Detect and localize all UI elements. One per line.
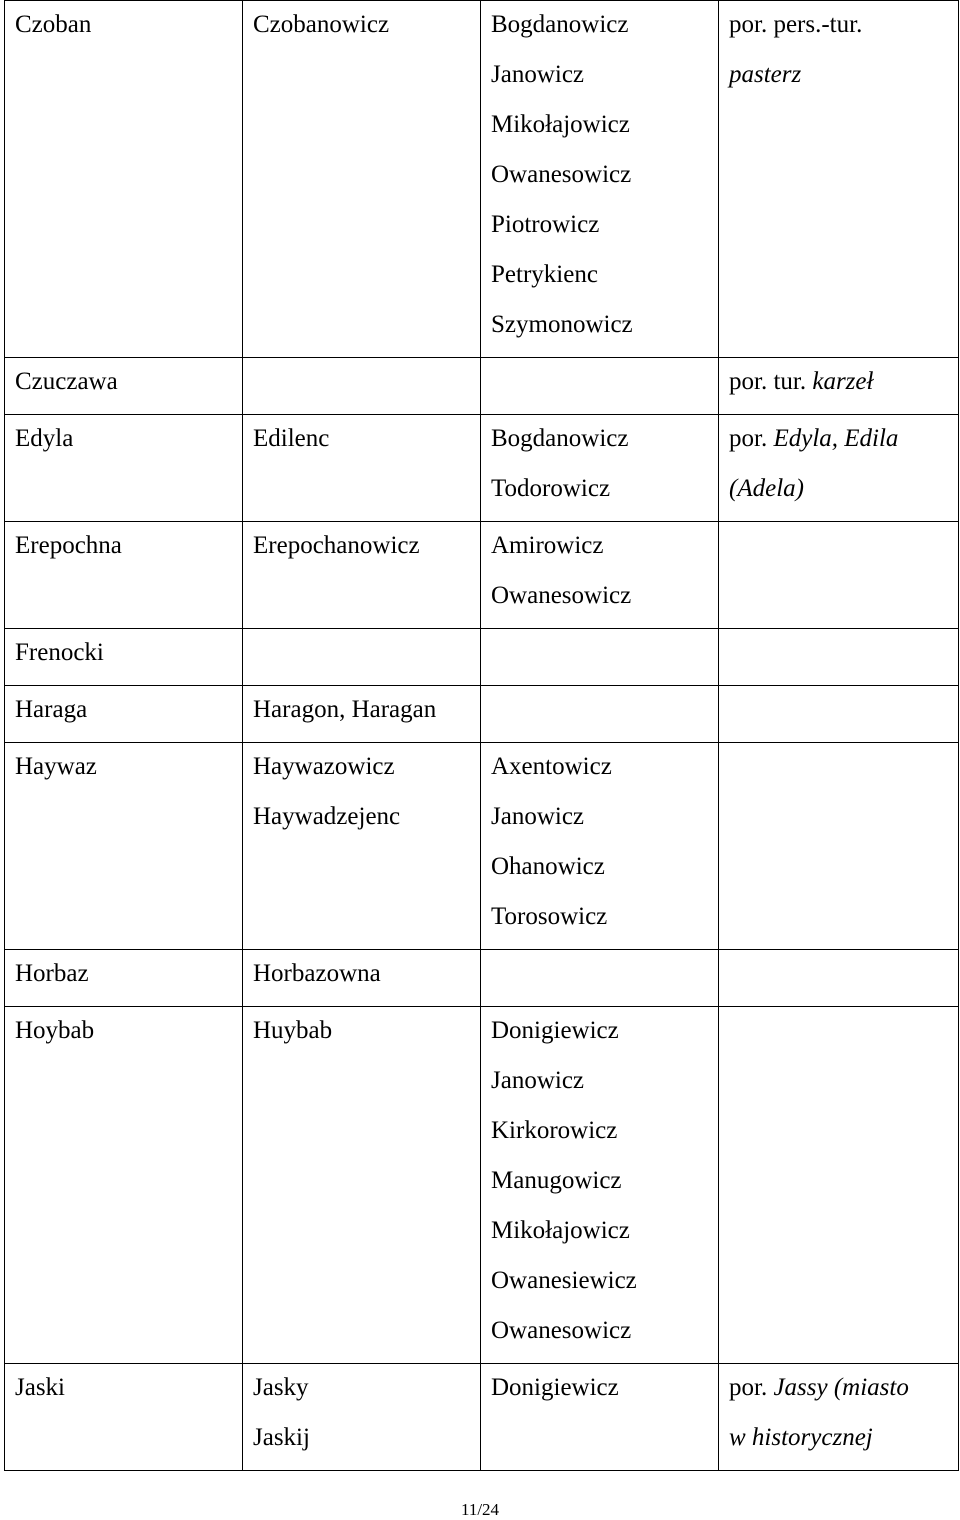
surname-base: Erepochna <box>15 532 122 559</box>
derived-form: Jasky <box>253 1374 309 1401</box>
patronymic: Owanesowicz <box>491 1317 632 1344</box>
cell-patronymics <box>481 522 719 629</box>
surname-base: Czoban <box>15 11 92 38</box>
cell-etymology <box>719 629 959 686</box>
cell-derived <box>243 629 481 686</box>
etymology-text: por. tur. <box>729 368 813 395</box>
cell-etymology <box>719 415 959 522</box>
derived-form: Haragon, Haragan <box>253 696 437 723</box>
patronymic: Donigiewicz <box>491 1017 619 1044</box>
patronymic: Manugowicz <box>491 1167 622 1194</box>
derived-form: Czobanowicz <box>253 11 390 38</box>
patronymic: Mikołajowicz <box>491 1217 630 1244</box>
etymology-line <box>729 421 958 471</box>
cell-derived <box>243 358 481 415</box>
patronymic: Ohanowicz <box>491 853 605 880</box>
cell-name <box>5 522 243 629</box>
cell-name <box>5 415 243 522</box>
table-row <box>5 358 959 415</box>
cell-derived <box>243 686 481 743</box>
table-row <box>5 629 959 686</box>
cell-etymology <box>719 1 959 358</box>
cell-etymology <box>719 1007 959 1364</box>
cell-patronymics <box>481 415 719 522</box>
cell-patronymics <box>481 1364 719 1471</box>
cell-etymology <box>719 950 959 1007</box>
patronymic: Todorowicz <box>491 475 611 502</box>
table-row <box>5 950 959 1007</box>
etymology-line <box>729 364 958 414</box>
patronymic: Janowicz <box>491 803 585 830</box>
derived-form: Edilenc <box>253 425 330 452</box>
cell-name <box>5 1 243 358</box>
etymology-italic: Edyla, Edila <box>773 425 899 452</box>
surname-base: Jaski <box>15 1374 65 1401</box>
etymology-italic: w historycznej <box>729 1424 873 1451</box>
surname-base: Hoybab <box>15 1017 95 1044</box>
etymology-line <box>729 1370 958 1420</box>
cell-derived <box>243 743 481 950</box>
cell-patronymics <box>481 743 719 950</box>
patronymic: Kirkorowicz <box>491 1117 618 1144</box>
cell-derived <box>243 1007 481 1364</box>
cell-derived <box>243 1364 481 1471</box>
patronymic: Bogdanowicz <box>491 11 629 38</box>
cell-derived <box>243 415 481 522</box>
surname-base: Horbaz <box>15 960 89 987</box>
patronymic: Mikołajowicz <box>491 111 630 138</box>
etymology-italic: Jassy (miasto <box>773 1374 909 1401</box>
patronymic: Szymonowicz <box>491 311 633 338</box>
patronymic: Piotrowicz <box>491 211 600 238</box>
patronymic: Janowicz <box>491 1067 585 1094</box>
patronymic: Owanesowicz <box>491 161 632 188</box>
etymology-line <box>729 1420 958 1470</box>
table-row <box>5 522 959 629</box>
etymology-italic: karzeł <box>812 368 874 395</box>
etymology-text: por. pers.-tur. <box>729 11 863 38</box>
surname-base: Czuczawa <box>15 368 118 395</box>
patronymic: Torosowicz <box>491 903 608 930</box>
cell-name <box>5 743 243 950</box>
derived-form: Horbazowna <box>253 960 381 987</box>
table-row <box>5 1364 959 1471</box>
etymology-line <box>729 7 958 57</box>
patronymic: Donigiewicz <box>491 1374 619 1401</box>
patronymic: Janowicz <box>491 61 585 88</box>
cell-etymology <box>719 1364 959 1471</box>
patronymic: Amirowicz <box>491 532 604 559</box>
surname-base: Edyla <box>15 425 74 452</box>
etymology-italic: pasterz <box>729 61 802 88</box>
cell-name <box>5 950 243 1007</box>
etymology-line <box>729 57 958 107</box>
cell-derived <box>243 950 481 1007</box>
etymology-italic: (Adela) <box>729 475 804 502</box>
cell-name <box>5 629 243 686</box>
cell-name <box>5 1364 243 1471</box>
page-number: 11/24 <box>460 1500 500 1519</box>
etymology-line <box>729 471 958 521</box>
cell-patronymics <box>481 686 719 743</box>
cell-patronymics <box>481 629 719 686</box>
table-row <box>5 415 959 522</box>
table-row <box>5 1007 959 1364</box>
patronymic: Owanesowicz <box>491 582 632 609</box>
table-row <box>5 686 959 743</box>
cell-derived <box>243 1 481 358</box>
surname-base: Haraga <box>15 696 88 723</box>
cell-etymology <box>719 522 959 629</box>
surname-table-body <box>5 1 959 1471</box>
cell-patronymics <box>481 950 719 1007</box>
table-row <box>5 743 959 950</box>
surname-table <box>4 0 959 1471</box>
patronymic: Owanesiewicz <box>491 1267 637 1294</box>
cell-name <box>5 1007 243 1364</box>
etymology-text: por. <box>729 425 774 452</box>
cell-name <box>5 358 243 415</box>
surname-base: Frenocki <box>15 639 104 666</box>
cell-etymology <box>719 686 959 743</box>
table-row <box>5 1 959 358</box>
derived-form: Haywazowicz <box>253 753 395 780</box>
cell-name <box>5 686 243 743</box>
surname-base: Haywaz <box>15 753 97 780</box>
cell-etymology <box>719 358 959 415</box>
etymology-text: por. <box>729 1374 774 1401</box>
derived-form: Jaskij <box>253 1424 310 1451</box>
derived-form: Erepochanowicz <box>253 532 420 559</box>
cell-patronymics <box>481 358 719 415</box>
patronymic: Bogdanowicz <box>491 425 629 452</box>
derived-form: Huybab <box>253 1017 333 1044</box>
cell-patronymics <box>481 1007 719 1364</box>
cell-patronymics <box>481 1 719 358</box>
derived-form: Haywadzejenc <box>253 803 401 830</box>
cell-derived <box>243 522 481 629</box>
patronymic: Petrykienc <box>491 261 598 288</box>
cell-etymology <box>719 743 959 950</box>
patronymic: Axentowicz <box>491 753 612 780</box>
